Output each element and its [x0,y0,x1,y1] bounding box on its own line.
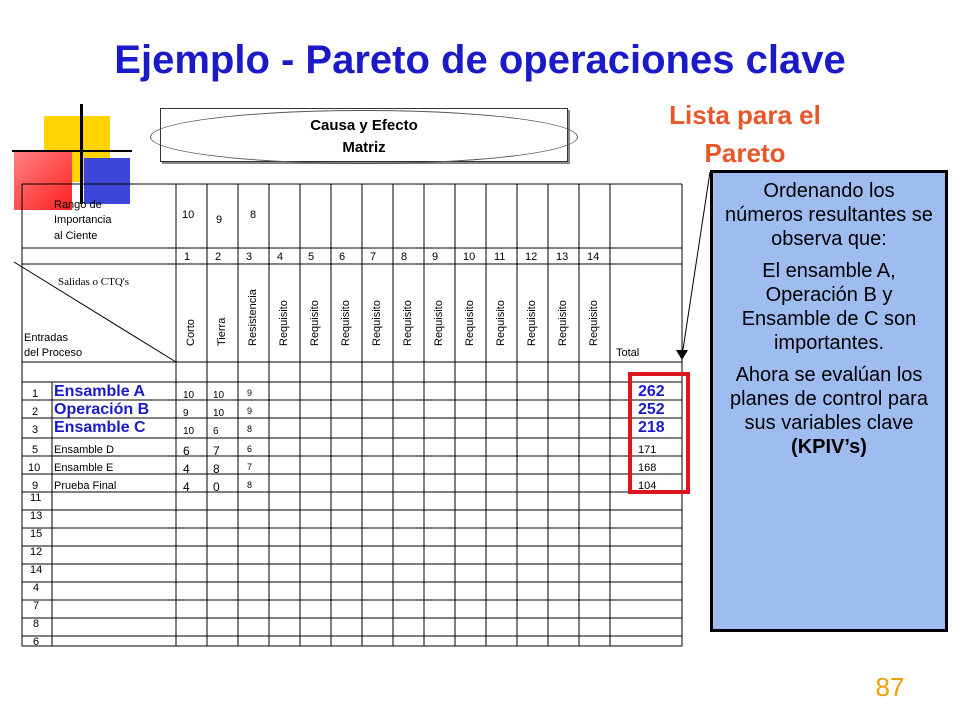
note-paragraph-3-text: Ahora se evalúan los planes de control para sus variables clave [730,364,928,434]
note-box [710,170,948,632]
row-number: 3 [32,424,39,436]
row-number: 2 [32,406,39,418]
output-header: Requisito [340,300,352,346]
row-number: 5 [32,444,39,456]
column-number: 12 [525,251,538,263]
row-cell-1: 4 [183,462,190,476]
row-cell-1: 10 [183,390,195,401]
output-header: Requisito [526,300,538,346]
note-paragraph-3-bold: (KPIV’s) [791,436,867,458]
row-cell-3: 9 [247,388,253,398]
row-number: 14 [30,564,43,576]
column-number: 2 [215,251,222,263]
row-cell-1: 9 [183,408,189,419]
rango-label-line3: al Ciente [54,230,98,242]
row-name: Ensamble D [54,444,114,456]
row-cell-3: 6 [247,444,253,454]
row-name: Operación B [54,401,150,418]
row-cell-3: 9 [247,406,253,416]
salidas-label: Salidas o CTQ's [58,276,130,288]
output-header: Corto [185,319,197,346]
column-number: 4 [277,251,284,263]
column-number: 9 [432,251,439,263]
column-number: 1 [184,251,191,263]
row-total: 262 [638,383,665,400]
row-name: Ensamble E [54,462,114,474]
row-total: 168 [638,462,657,474]
row-total: 104 [638,480,657,492]
row-name: Prueba Final [54,480,117,492]
output-header: Requisito [464,300,476,346]
note-paragraph-2: El ensamble A, Operación B y Ensamble de C son importantes. [741,260,917,354]
row-number: 15 [30,528,43,540]
entradas-label-line1: Entradas [24,332,69,344]
column-number: 6 [339,251,346,263]
row-total: 218 [638,419,665,436]
output-header: Requisito [557,300,569,346]
row-cell-2: 7 [213,444,220,458]
row-cell-3: 8 [247,480,253,490]
top-totals-highlight [628,372,690,494]
row-number: 11 [30,492,42,504]
importance-value: 8 [250,209,257,221]
column-number: 11 [494,251,506,263]
row-name: Ensamble C [54,419,146,436]
column-number: 14 [587,251,600,263]
row-number: 7 [33,600,40,612]
total-label: Total [616,347,640,359]
output-header: Requisito [402,300,414,346]
importance-value: 9 [216,214,223,226]
row-cell-2: 10 [213,390,225,401]
entradas-label-line2: del Proceso [24,347,83,359]
slide-title: Ejemplo - Pareto de operaciones clave [114,38,846,82]
importance-value: 10 [182,209,195,221]
matrix-title: Causa y Efecto [310,117,418,134]
output-header: Requisito [371,300,383,346]
row-number: 13 [30,510,43,522]
row-cell-1: 10 [183,426,195,437]
note-paragraph-1: Ordenando los números resultantes se observa que: [725,180,933,250]
row-cell-2: 6 [213,426,219,437]
row-total: 171 [638,444,657,456]
row-cell-2: 8 [213,462,220,476]
row-number: 8 [33,618,40,630]
output-header: Requisito [309,300,321,346]
rango-label-line1: Rango de [54,199,102,211]
output-header: Requisito [495,300,507,346]
column-number: 8 [401,251,408,263]
row-cell-2: 0 [213,480,220,494]
rango-label-line2: Importancia [54,214,112,226]
column-number: 10 [463,251,476,263]
callout-label-line2: Pareto [704,138,786,168]
output-header: Requisito [278,300,290,346]
output-header: Tierra [216,317,228,346]
column-number: 13 [556,251,569,263]
row-cell-3: 7 [247,462,253,472]
row-total: 252 [638,401,665,418]
matrix-subtitle: Matriz [342,139,386,156]
row-cell-1: 4 [183,480,190,494]
row-number: 9 [32,480,39,492]
row-name: Ensamble A [54,383,145,400]
page-number: 87 [875,672,905,702]
row-number: 10 [28,462,41,474]
row-cell-1: 6 [183,444,190,458]
row-number: 4 [33,582,40,594]
column-number: 3 [246,251,253,263]
row-number: 1 [32,388,39,400]
output-header: Resistencia [247,289,259,346]
output-header: Requisito [588,300,600,346]
note-paragraph-3 [723,363,935,459]
row-cell-3: 8 [247,424,253,434]
row-number: 6 [33,636,40,648]
callout-label-line1: Lista para el [669,100,821,130]
output-header: Requisito [433,300,445,346]
row-number: 12 [30,546,43,558]
column-number: 7 [370,251,377,263]
row-cell-2: 10 [213,408,225,419]
column-number: 5 [308,251,315,263]
